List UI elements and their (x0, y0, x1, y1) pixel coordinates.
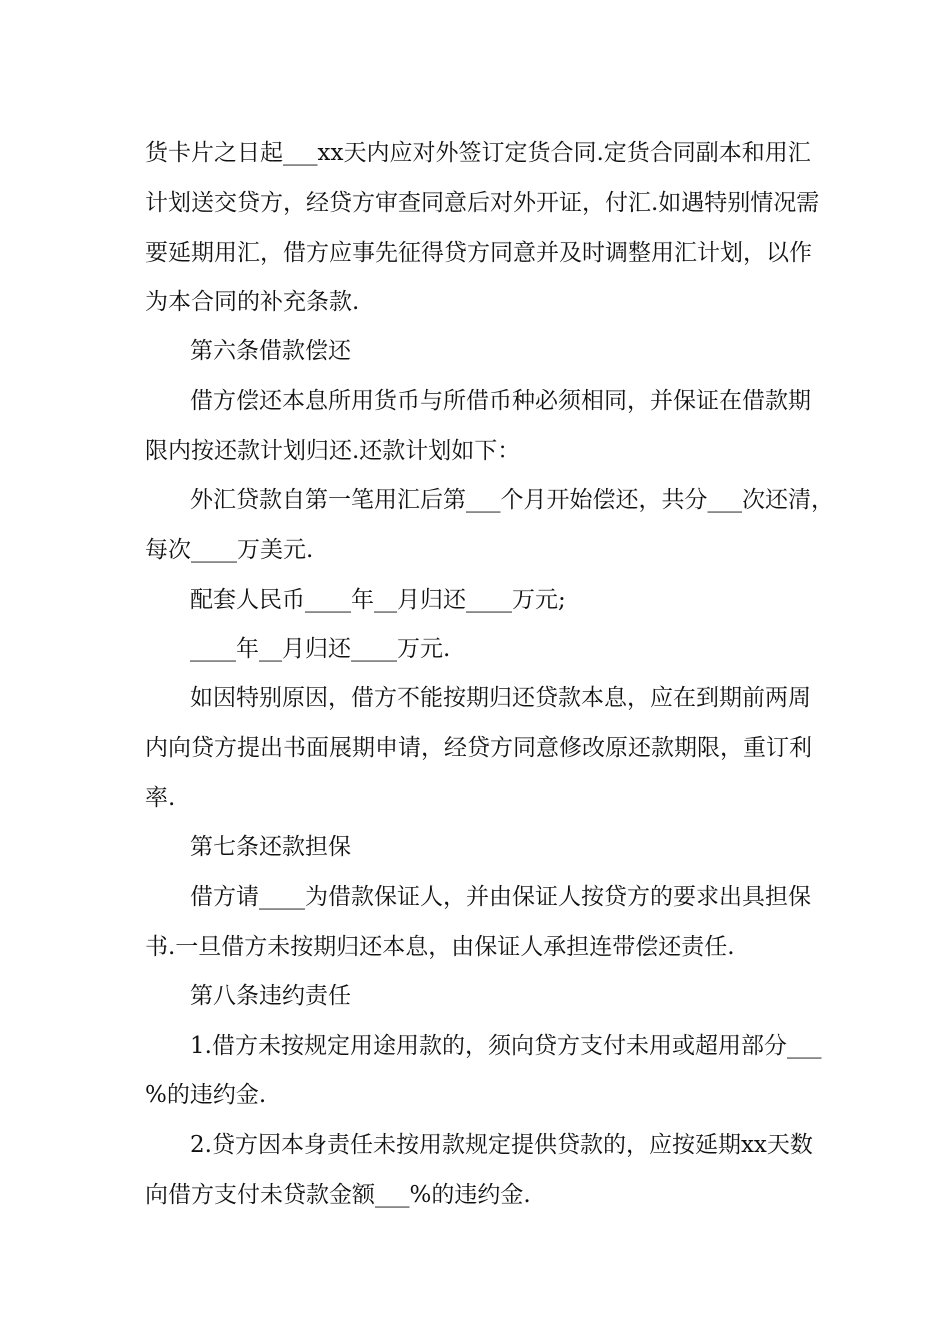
text-line: 借方请____为借款保证人，并由保证人按贷方的要求出具担保 (190, 884, 811, 910)
text-line: 限内按还款计划归还.还款计划如下： (145, 438, 521, 464)
text-line: ____年__月归还____万元. (190, 636, 451, 662)
section-heading: 第七条还款担保 (190, 834, 351, 860)
text-line: 书.一旦借方未按期归还本息，由保证人承担连带偿还责任. (145, 934, 735, 960)
text-line: 内向贷方提出书面展期申请，经贷方同意修改原还款期限，重订利 (145, 735, 812, 761)
text-line: %的违约金. (145, 1082, 267, 1108)
text-line: 计划送交贷方，经贷方审查同意后对外开证，付汇.如遇特别情况需 (145, 190, 820, 216)
text-line: 率. (145, 785, 176, 811)
text-line: 向借方支付未贷款金额___%的违约金. (145, 1182, 531, 1208)
text-line: 1.借方未按规定用途用款的，须向贷方支付未用或超用部分___ (190, 1033, 822, 1059)
text-line: 借方偿还本息所用货币与所借币种必须相同，并保证在借款期 (190, 388, 811, 414)
text-line: 每次____万美元. (145, 537, 314, 563)
text-line: 配套人民币____年__月归还____万元; (190, 587, 566, 613)
text-line: 为本合同的补充条款. (145, 289, 360, 315)
text-line: 2.贷方因本身责任未按用款规定提供贷款的，应按延期xx天数 (190, 1132, 813, 1158)
text-line: 货卡片之日起___xx天内应对外签订定货合同.定货合同副本和用汇 (145, 140, 811, 166)
text-line: 要延期用汇，借方应事先征得贷方同意并及时调整用汇计划，以作 (145, 240, 812, 266)
text-line: 外汇贷款自第一笔用汇后第___个月开始偿还，共分___次还清， (190, 487, 834, 513)
section-heading: 第六条借款偿还 (190, 338, 351, 364)
section-heading: 第八条违约责任 (190, 983, 351, 1009)
text-line: 如因特别原因，借方不能按期归还贷款本息，应在到期前两周 (190, 685, 811, 711)
